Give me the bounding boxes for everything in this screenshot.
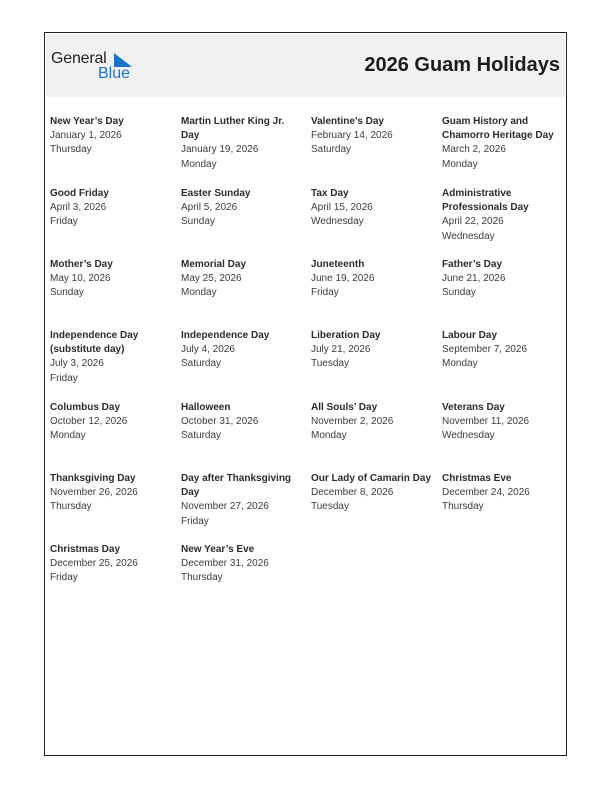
holiday-entry (181, 258, 303, 301)
holiday-date: November 26, 2026 (50, 487, 138, 499)
holiday-entry (311, 258, 439, 301)
holiday-date: November 11, 2026 (442, 416, 530, 428)
holiday-date: April 3, 2026 (50, 202, 107, 214)
holiday-name: Halloween (181, 402, 231, 413)
holiday-date: December 8, 2026 (311, 487, 394, 499)
holiday-weekday: Thursday (442, 501, 484, 513)
holiday-entry (311, 329, 439, 372)
holiday-date: December 24, 2026 (442, 487, 530, 499)
holiday-date: December 31, 2026 (181, 558, 269, 570)
holiday-entry (181, 472, 303, 529)
holiday-weekday: Monday (311, 430, 347, 442)
holiday-entry (50, 258, 178, 301)
holiday-weekday: Friday (50, 372, 78, 384)
holiday-name: All Souls’ Day (311, 402, 378, 413)
holiday-name: Valentine’s Day (311, 116, 384, 127)
holiday-entry (311, 401, 439, 444)
logo-word-blue: Blue (98, 65, 131, 82)
holiday-weekday: Sunday (181, 216, 215, 228)
holiday-date: July 21, 2026 (311, 344, 371, 356)
holiday-entry (311, 472, 439, 515)
holiday-date: November 2, 2026 (311, 416, 394, 428)
holiday-entry (311, 115, 439, 158)
holiday-name: Martin Luther King Jr. Day (181, 116, 285, 142)
holiday-weekday: Saturday (181, 358, 222, 370)
holiday-weekday: Friday (50, 216, 78, 228)
holiday-name: Independence Day (substitute day) (50, 330, 139, 356)
holiday-date: February 14, 2026 (311, 130, 393, 142)
holiday-entry (50, 543, 178, 586)
holiday-date: April 5, 2026 (181, 202, 238, 214)
holiday-entry (311, 187, 439, 230)
holiday-entry (442, 258, 570, 301)
holiday-entry (50, 187, 178, 230)
holiday-name: Columbus Day (50, 402, 121, 413)
holiday-entry (442, 329, 570, 372)
holiday-weekday: Tuesday (311, 501, 349, 513)
holiday-name: Father’s Day (442, 259, 503, 270)
holiday-entry (442, 472, 570, 515)
holiday-weekday: Sunday (442, 287, 476, 299)
holiday-name: Christmas Eve (442, 473, 512, 484)
holiday-weekday: Friday (50, 572, 78, 584)
holiday-name: Juneteenth (311, 259, 365, 270)
holiday-date: May 10, 2026 (50, 273, 111, 285)
holiday-date: October 31, 2026 (181, 416, 259, 428)
holiday-date: November 27, 2026 (181, 501, 269, 513)
holiday-name: Liberation Day (311, 330, 381, 341)
holiday-entry (442, 401, 570, 444)
holiday-weekday: Monday (181, 287, 217, 299)
holiday-entry (181, 543, 303, 586)
holiday-name: Tax Day (311, 188, 349, 199)
holiday-name: Administrative Professionals Day (442, 188, 529, 214)
holiday-name: Independence Day (181, 330, 270, 341)
holiday-weekday: Wednesday (442, 230, 495, 242)
holiday-weekday: Sunday (50, 287, 84, 299)
holiday-entry (442, 115, 570, 172)
holiday-entry (181, 115, 303, 172)
holiday-name: Day after Thanksgiving Day (181, 473, 292, 499)
holiday-weekday: Thursday (50, 144, 92, 156)
holiday-weekday: Wednesday (442, 430, 495, 442)
holiday-name: Mother’s Day (50, 259, 113, 270)
holiday-name: New Year’s Day (50, 116, 124, 127)
holiday-date: July 4, 2026 (181, 344, 235, 356)
holiday-name: Guam History and Chamorro Heritage Day (442, 116, 554, 142)
holiday-date: October 12, 2026 (50, 416, 128, 428)
holiday-entry (50, 115, 178, 158)
holiday-weekday: Monday (50, 430, 86, 442)
page-title: 2026 Guam Holidays (364, 54, 560, 76)
holiday-date: January 19, 2026 (181, 144, 259, 156)
holiday-name: Christmas Day (50, 544, 121, 555)
header (46, 34, 565, 97)
logo-word-general: General (51, 50, 107, 67)
holiday-entry (50, 401, 178, 444)
holiday-weekday: Friday (311, 287, 339, 299)
holiday-weekday: Saturday (311, 144, 352, 156)
holiday-weekday: Thursday (50, 501, 92, 513)
holiday-weekday: Thursday (181, 572, 223, 584)
holiday-date: September 7, 2026 (442, 344, 528, 356)
holiday-date: April 22, 2026 (442, 216, 504, 228)
holiday-weekday: Saturday (181, 430, 222, 442)
holiday-weekday: Monday (442, 358, 478, 370)
holiday-date: June 19, 2026 (311, 273, 375, 285)
holiday-weekday: Friday (181, 515, 209, 527)
holiday-entry (181, 187, 303, 230)
holiday-entry (50, 472, 178, 515)
holiday-date: March 2, 2026 (442, 144, 506, 156)
holiday-name: Veterans Day (442, 402, 505, 413)
holiday-name: Good Friday (50, 188, 109, 199)
holiday-date: December 25, 2026 (50, 558, 138, 570)
holiday-date: May 25, 2026 (181, 273, 242, 285)
holiday-name: Our Lady of Camarin Day (311, 473, 432, 484)
holiday-date: April 15, 2026 (311, 202, 373, 214)
holiday-date: June 21, 2026 (442, 273, 506, 285)
holiday-weekday: Wednesday (311, 216, 364, 228)
holiday-weekday: Monday (442, 158, 478, 170)
holiday-entry (50, 329, 178, 386)
holiday-weekday: Tuesday (311, 358, 349, 370)
holiday-entry (442, 187, 570, 244)
holiday-entry (181, 329, 303, 372)
holiday-name: New Year’s Eve (181, 544, 255, 555)
page-frame (44, 32, 567, 756)
holiday-date: January 1, 2026 (50, 130, 122, 142)
holiday-name: Thanksgiving Day (50, 473, 136, 484)
holiday-entry (181, 401, 303, 444)
holiday-name: Easter Sunday (181, 188, 251, 199)
holiday-name: Labour Day (442, 330, 498, 341)
logo (51, 50, 141, 84)
holiday-weekday: Monday (181, 158, 217, 170)
holiday-date: July 3, 2026 (50, 358, 104, 370)
holiday-name: Memorial Day (181, 259, 247, 270)
